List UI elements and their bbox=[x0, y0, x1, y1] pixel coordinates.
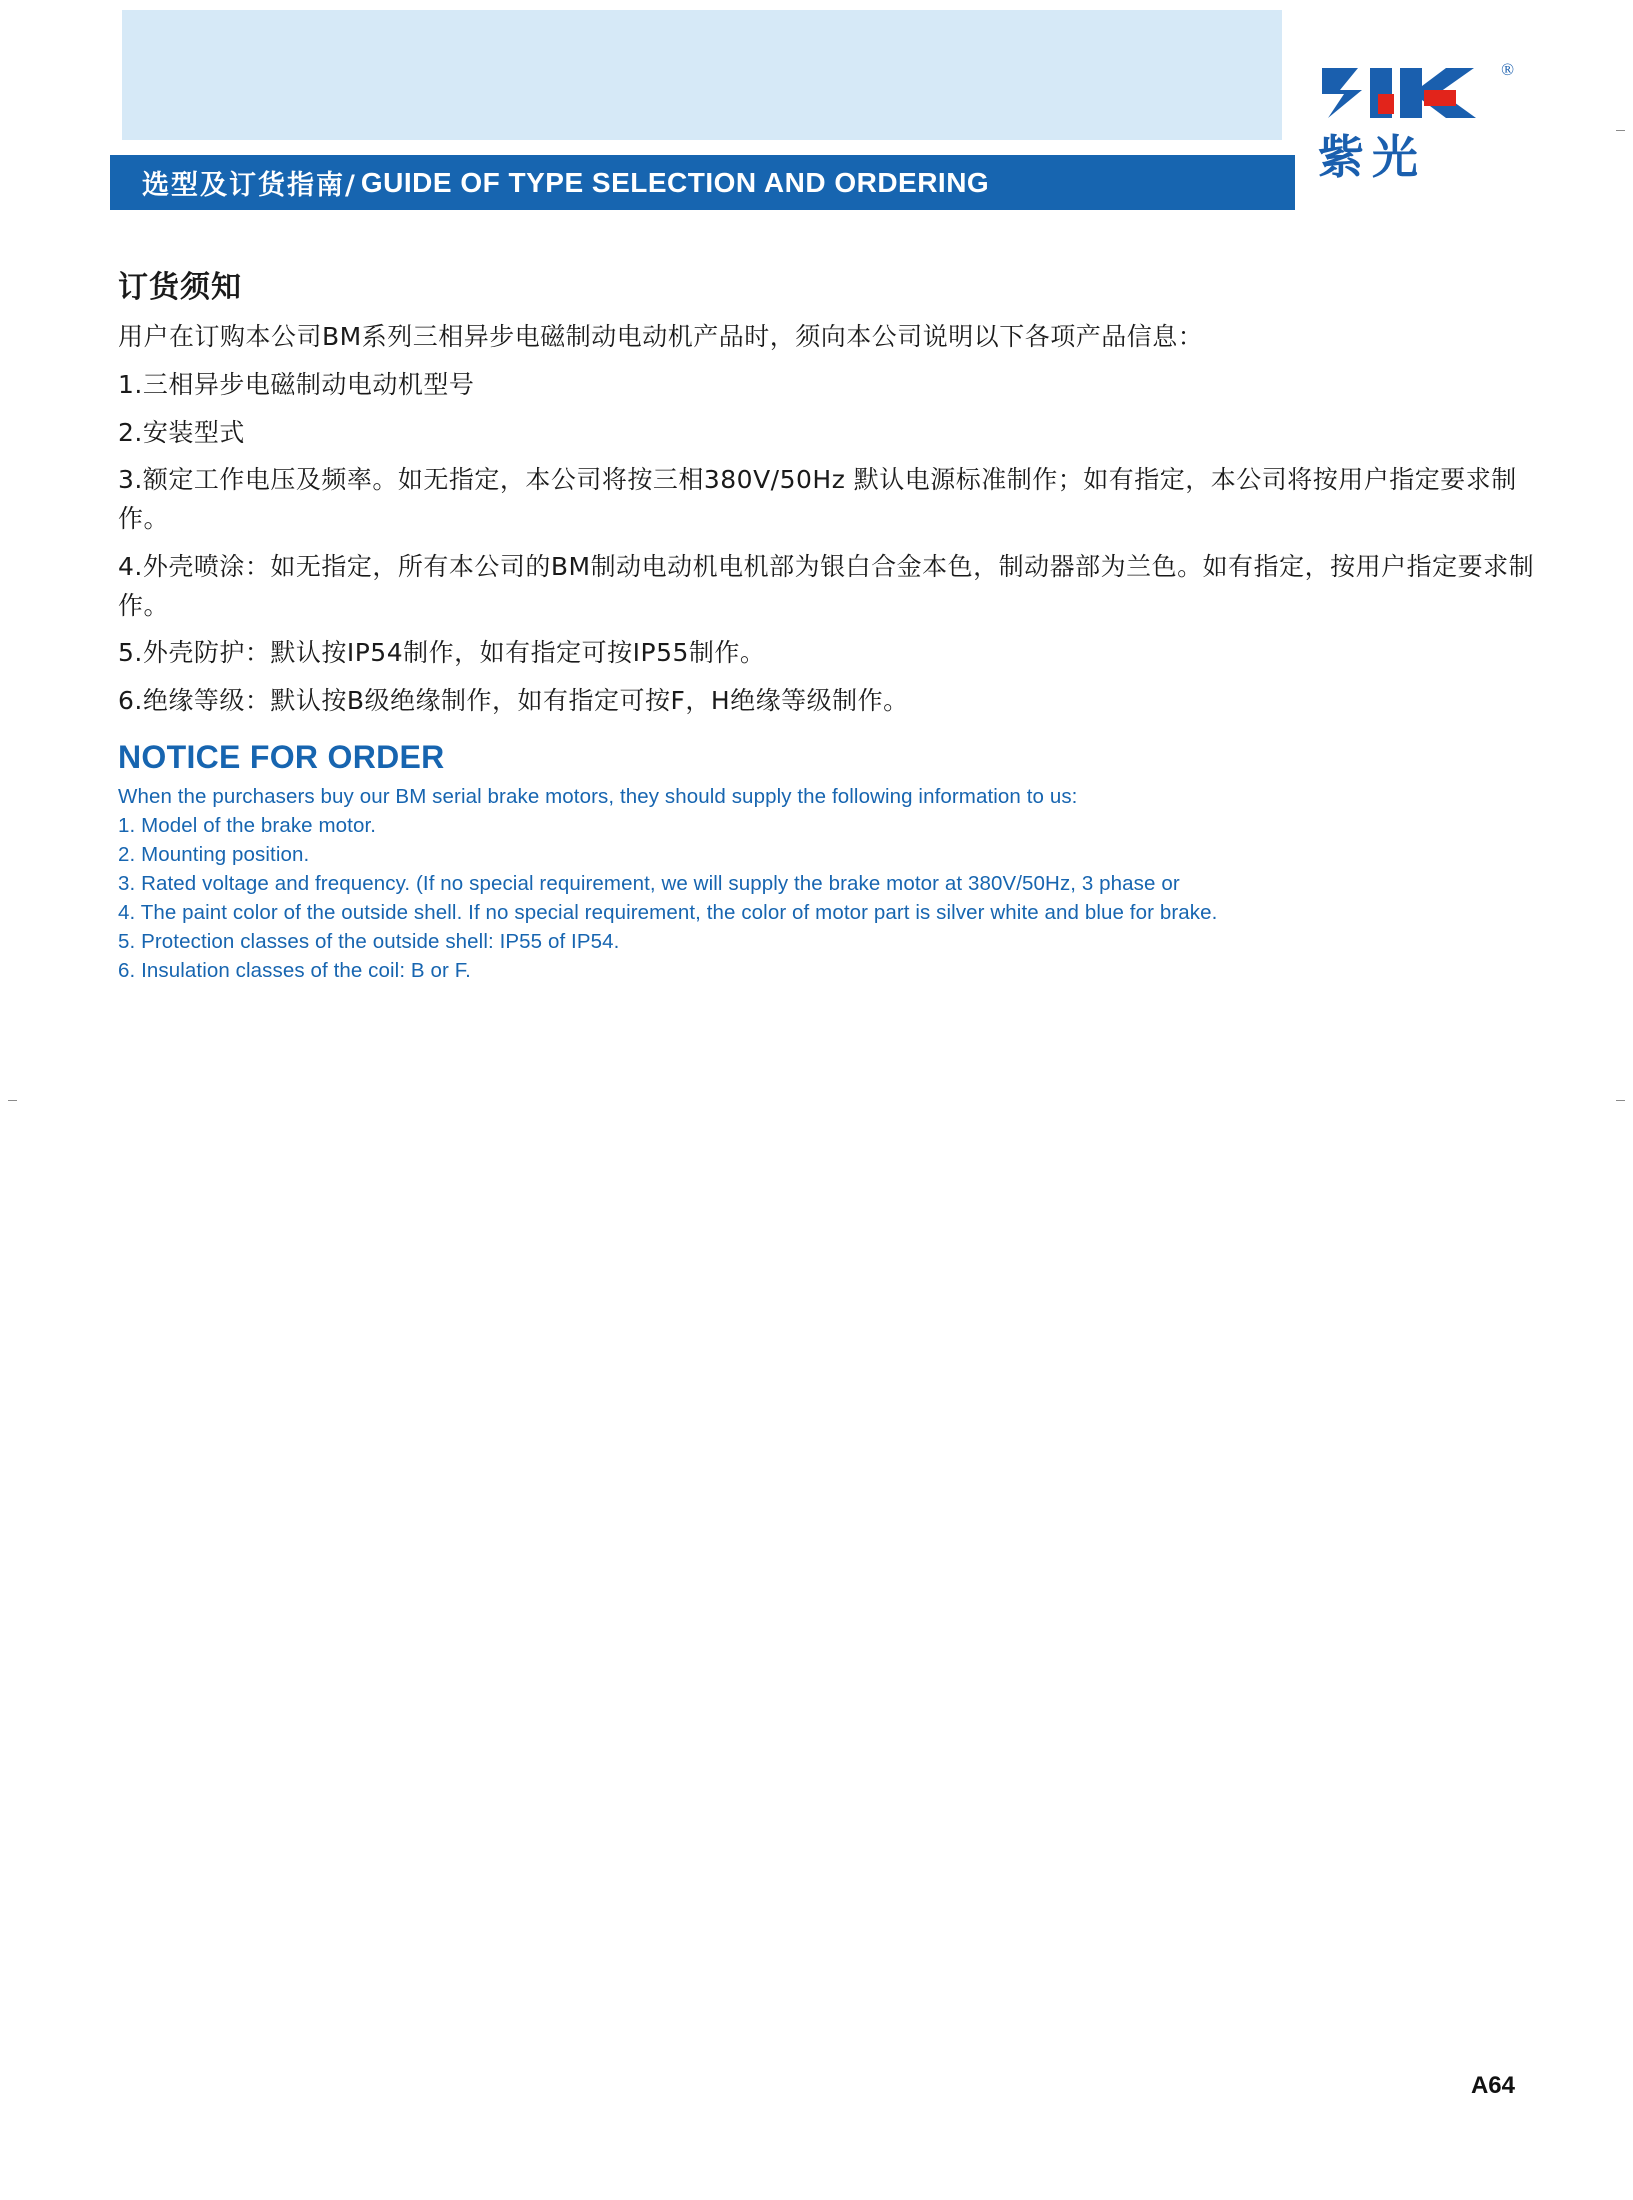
brand-logo bbox=[1318, 60, 1528, 210]
chinese-intro: 用户在订购本公司BM系列三相异步电磁制动电动机产品时，须向本公司说明以下各项产品信息： bbox=[118, 322, 1204, 351]
page-header-bar bbox=[110, 155, 1295, 210]
registered-trademark-icon: ® bbox=[1501, 60, 1514, 79]
page-number: A64 bbox=[1470, 2072, 1515, 2099]
english-intro: When the purchasers buy our BM serial brake motors, they should supply the following information to us: bbox=[118, 784, 1078, 808]
crop-tick-right-top bbox=[1616, 130, 1625, 131]
chinese-item-1: 1.三相异步电磁制动电动机型号 bbox=[118, 369, 475, 399]
chinese-section-title: 订货须知 bbox=[118, 270, 242, 305]
english-item-3: 3. Rated voltage and frequency. (If no special requirement, we will supply the brake motor at 380V/50Hz, 3 phase or bbox=[118, 872, 1180, 896]
chinese-item-3: 3.额定工作电压及频率。如无指定，本公司将按三相380V/50Hz 默认电源标准制作；如有指定，本公司将按用户指定要求制作。 bbox=[118, 465, 1517, 533]
english-item-6: 6. Insulation classes of the coil: B or F. bbox=[118, 959, 471, 983]
english-item-4: 4. The paint color of the outside shell. If no special requirement, the color of motor part is silver white and blue for brake. bbox=[118, 901, 1218, 925]
brand-name-chinese: 紫光 bbox=[1318, 130, 1426, 184]
english-section-title: NOTICE FOR ORDER bbox=[118, 738, 445, 775]
chinese-item-2: 2.安装型式 bbox=[118, 417, 245, 447]
english-item-2: 2. Mounting position. bbox=[118, 842, 310, 866]
crop-tick-right-mid bbox=[1616, 1100, 1625, 1101]
header-title-english: GUIDE OF TYPE SELECTION AND ORDERING bbox=[360, 166, 990, 198]
header-background-band bbox=[122, 10, 1282, 140]
header-title-chinese: 选型及订货指南/ bbox=[142, 170, 357, 201]
english-item-5: 5. Protection classes of the outside shell: IP55 of IP54. bbox=[118, 930, 620, 954]
chinese-item-6: 6.绝缘等级：默认按B级绝缘制作，如有指定可按F，H绝缘等级制作。 bbox=[118, 686, 909, 715]
chinese-item-4: 4.外壳喷涂：如无指定，所有本公司的BM制动电动机电机部为银白合金本色，制动器部为兰色。如有指定，按用户指定要求制作。 bbox=[118, 551, 1535, 620]
english-item-1: 1. Model of the brake motor. bbox=[118, 813, 377, 837]
brand-mark-icon bbox=[1318, 60, 1514, 126]
crop-tick-left-mid bbox=[8, 1100, 17, 1101]
main-content bbox=[118, 262, 1538, 986]
chinese-item-5: 5.外壳防护：默认按IP54制作，如有指定可按IP55制作。 bbox=[118, 638, 766, 668]
